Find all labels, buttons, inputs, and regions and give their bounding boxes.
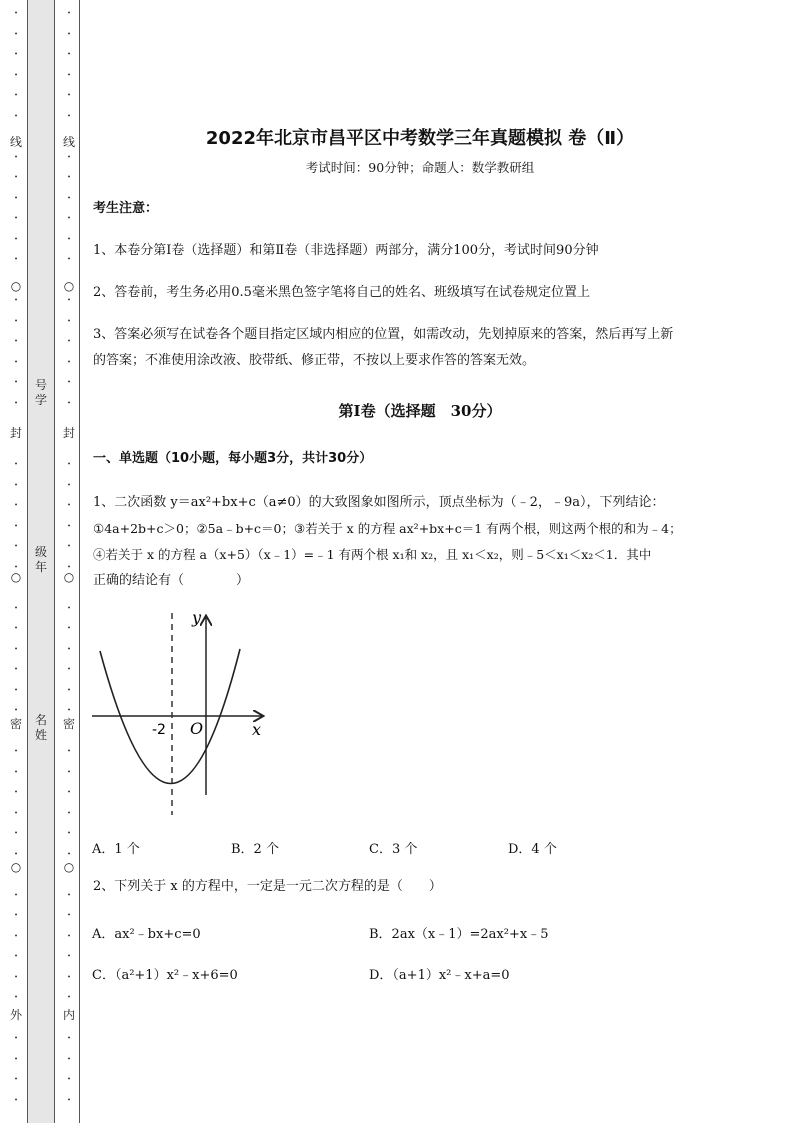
q1-option-c: C．3 个 bbox=[369, 842, 418, 857]
binding-dot: • bbox=[14, 1076, 18, 1083]
binding-dot: • bbox=[14, 215, 18, 222]
q1-line-2: ①4a+2b+c＞0；②5a﹣b+c＝0；③若关于 x 的方程 ax²+bx+c＝1 有两个根，则这两个根的和为﹣4； bbox=[93, 521, 682, 536]
q1-line-4: 正确的结论有（ ） bbox=[93, 573, 250, 588]
binding-dot: • bbox=[14, 194, 18, 202]
binding-dot: • bbox=[14, 850, 18, 858]
binding-dot: • bbox=[67, 153, 71, 161]
binding-dot: • bbox=[67, 850, 71, 858]
notice-item-1: 1、本卷分第I卷（选择题）和第Ⅱ卷（非选择题）两部分，满分100分，考试时间90分钟 bbox=[93, 243, 599, 258]
binding-dot: • bbox=[14, 830, 18, 837]
binding-dot: • bbox=[67, 543, 71, 550]
binding-dot: • bbox=[14, 71, 18, 79]
binding-dot: • bbox=[14, 51, 18, 58]
notice-item-2: 2、答卷前，考生务必用0.5毫米黑色签字笔将自己的姓名、班级填写在试卷规定位置上 bbox=[93, 285, 590, 300]
binding-dot: • bbox=[67, 51, 71, 58]
right-mark-4: ○ bbox=[63, 570, 75, 584]
notice-item-3-cont: 的答案；不准使用涂改液、胶带纸、修正带，不按以上要求作答的答案无效。 bbox=[93, 353, 536, 368]
binding-dot: • bbox=[67, 686, 71, 694]
binding-dot: • bbox=[67, 522, 71, 530]
binding-dot: • bbox=[14, 953, 18, 960]
binding-dot: • bbox=[14, 1096, 18, 1104]
binding-dot: • bbox=[67, 358, 71, 366]
binding-dot: • bbox=[67, 912, 71, 919]
binding-dot: • bbox=[67, 379, 71, 386]
binding-dot: • bbox=[67, 92, 71, 99]
binding-dot: • bbox=[67, 891, 71, 899]
q2-stem: 2、下列关于 x 的方程中，一定是一元二次方程的是（ ） bbox=[93, 879, 442, 894]
right-mark-3: 封 bbox=[62, 426, 75, 440]
q2-option-b: B．2ax（x﹣1）=2ax²+x﹣5 bbox=[369, 927, 549, 942]
binding-dot: • bbox=[14, 1055, 18, 1063]
binding-dot: • bbox=[14, 10, 18, 17]
q2-option-c: C．（a²+1）x²﹣x+6=0 bbox=[92, 968, 238, 983]
binding-dot: • bbox=[67, 297, 71, 304]
binding-dot: • bbox=[67, 215, 71, 222]
binding-dot: • bbox=[67, 71, 71, 79]
binding-dot: • bbox=[14, 235, 18, 243]
binding-dot: • bbox=[67, 10, 71, 17]
binding-dot: • bbox=[67, 502, 71, 509]
binding-dot: • bbox=[67, 768, 71, 776]
left-mark-5: 密 bbox=[9, 717, 22, 731]
right-mark-1: 线 bbox=[62, 135, 75, 149]
q2-option-a: A．ax²﹣bx+c=0 bbox=[92, 927, 201, 942]
origin-label: O bbox=[190, 719, 204, 738]
binding-dot: • bbox=[14, 912, 18, 919]
parabola-graph bbox=[88, 605, 278, 825]
left-mark-4: ○ bbox=[10, 570, 22, 584]
notice-heading: 考生注意： bbox=[93, 201, 159, 216]
binding-dot: • bbox=[14, 153, 18, 161]
binding-dot: • bbox=[67, 30, 71, 38]
left-mark-7: 外 bbox=[9, 1008, 22, 1022]
binding-dot: • bbox=[67, 174, 71, 181]
binding-dot: • bbox=[14, 748, 18, 755]
binding-dot: • bbox=[67, 338, 71, 345]
binding-dot: • bbox=[14, 1035, 18, 1042]
binding-dot: • bbox=[14, 686, 18, 694]
right-mark-5: 密 bbox=[62, 717, 75, 731]
binding-dot: • bbox=[14, 481, 18, 489]
binding-dot: • bbox=[14, 30, 18, 38]
binding-dot: • bbox=[14, 502, 18, 509]
left-mark-3: 封 bbox=[9, 426, 22, 440]
binding-dot: • bbox=[14, 994, 18, 1001]
binding-dot: • bbox=[67, 932, 71, 940]
binding-dot: • bbox=[14, 625, 18, 632]
binding-dot: • bbox=[14, 399, 18, 407]
binding-dot: • bbox=[67, 1076, 71, 1083]
binding-dot: • bbox=[67, 194, 71, 202]
binding-dot: • bbox=[14, 891, 18, 899]
binding-dot: • bbox=[67, 317, 71, 325]
binding-dot: • bbox=[14, 358, 18, 366]
binding-dot: • bbox=[67, 809, 71, 817]
q1-option-a: A．1 个 bbox=[92, 842, 140, 857]
binding-dot: • bbox=[14, 563, 18, 571]
binding-dot: • bbox=[14, 645, 18, 653]
tick-label-minus-2: -2 bbox=[152, 722, 166, 738]
binding-dot: • bbox=[14, 666, 18, 673]
binding-dot: • bbox=[14, 174, 18, 181]
q1-option-b: B．2 个 bbox=[231, 842, 279, 857]
binding-dot: • bbox=[14, 809, 18, 817]
binding-dot: • bbox=[67, 830, 71, 837]
binding-dot: • bbox=[67, 481, 71, 489]
binding-rule bbox=[79, 0, 80, 1123]
binding-dot: • bbox=[14, 932, 18, 940]
binding-dot: • bbox=[67, 625, 71, 632]
binding-dot: • bbox=[14, 768, 18, 776]
q1-line-1: 1、二次函数 y＝ax²+bx+c（a≠0）的大致图象如图所示，顶点坐标为（﹣2，﹣9a），下列结论： bbox=[93, 495, 665, 510]
binding-dot: • bbox=[14, 297, 18, 304]
binding-dot: • bbox=[67, 1035, 71, 1042]
binding-dot: • bbox=[14, 973, 18, 981]
binding-dot: • bbox=[14, 789, 18, 796]
section-title: 第I卷（选择题 30分） bbox=[338, 402, 502, 420]
binding-dot: • bbox=[67, 1096, 71, 1104]
right-mark-6: ○ bbox=[63, 860, 75, 874]
binding-dot: • bbox=[67, 748, 71, 755]
binding-dot: • bbox=[67, 399, 71, 407]
right-mark-2: ○ bbox=[63, 279, 75, 293]
notice-item-3: 3、答案必须写在试卷各个题目指定区域内相应的位置，如需改动，先划掉原来的答案，然后再写上新 bbox=[93, 327, 674, 342]
q2-option-d: D．（a+1）x²﹣x+a=0 bbox=[369, 968, 510, 983]
binding-dot: • bbox=[67, 953, 71, 960]
binding-dot: • bbox=[67, 112, 71, 120]
name-field: 名姓 bbox=[34, 713, 47, 742]
left-mark-2: ○ bbox=[10, 279, 22, 293]
binding-dot: • bbox=[14, 112, 18, 120]
q1-line-3: ④若关于 x 的方程 a（x+5）（x﹣1）=﹣1 有两个根 x₁和 x₂，且 x₁＜x₂，则﹣5＜x₁＜x₂＜1．其中 bbox=[93, 547, 652, 562]
student-number-field: 号学 bbox=[34, 378, 47, 407]
binding-dot: • bbox=[14, 379, 18, 386]
x-axis-label: x bbox=[252, 720, 262, 739]
binding-dot: • bbox=[67, 789, 71, 796]
binding-dot: • bbox=[14, 92, 18, 99]
binding-dot: • bbox=[14, 604, 18, 612]
left-mark-1: 线 bbox=[9, 135, 22, 149]
grade-field: 级年 bbox=[34, 545, 47, 574]
binding-dot: • bbox=[14, 707, 18, 714]
q1-option-d: D．4 个 bbox=[508, 842, 557, 857]
exam-info: 考试时间：90分钟；命题人：数学教研组 bbox=[305, 160, 535, 175]
binding-dot: • bbox=[67, 256, 71, 263]
binding-dot: • bbox=[14, 317, 18, 325]
binding-dot: • bbox=[14, 338, 18, 345]
binding-dot: • bbox=[67, 973, 71, 981]
right-mark-7: 内 bbox=[62, 1008, 75, 1022]
part-heading: 一、单选题（10小题，每小题3分，共计30分） bbox=[93, 451, 373, 466]
binding-dot: • bbox=[14, 256, 18, 263]
binding-dot: • bbox=[67, 645, 71, 653]
binding-dot: • bbox=[67, 235, 71, 243]
binding-dot: • bbox=[67, 461, 71, 468]
binding-dot: • bbox=[67, 604, 71, 612]
left-mark-6: ○ bbox=[10, 860, 22, 874]
binding-dot: • bbox=[14, 543, 18, 550]
binding-dot: • bbox=[67, 666, 71, 673]
binding-dot: • bbox=[67, 563, 71, 571]
binding-dot: • bbox=[14, 461, 18, 468]
binding-dot: • bbox=[67, 994, 71, 1001]
page-title: 2022年北京市昌平区中考数学三年真题模拟 卷（Ⅱ） bbox=[205, 128, 635, 149]
y-axis-label: y bbox=[192, 608, 202, 627]
binding-dot: • bbox=[67, 1055, 71, 1063]
binding-dot: • bbox=[14, 522, 18, 530]
binding-dot: • bbox=[67, 707, 71, 714]
